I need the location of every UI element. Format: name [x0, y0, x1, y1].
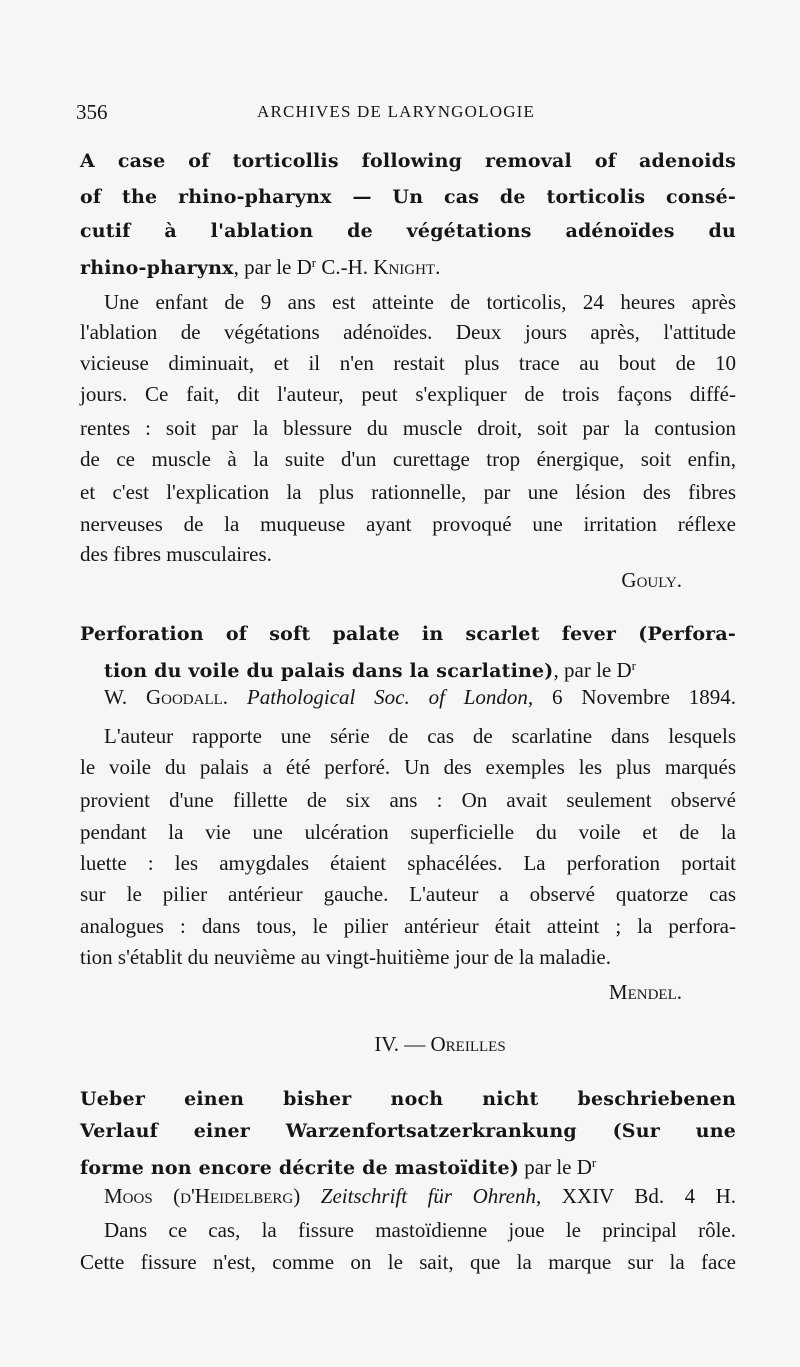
article1-body-line: et c'est l'explication la plus rationnelle, par une lésion des fibres: [80, 480, 736, 504]
article2-byline: , par le D: [553, 658, 632, 682]
article2-title-end: tion du voile du palais dans la scarlatine): [104, 660, 554, 682]
article1-title-line: cutif à l'ablation de végétations adénoïdes du: [80, 220, 736, 242]
article1-body-line: Une enfant de 9 ans est atteinte de torticolis, 24 heures après: [104, 290, 736, 314]
article1-author: C.-H. Knight.: [321, 255, 441, 279]
article3-body-line: Dans ce cas, la fissure mastoïdienne joue le principal rôle.: [104, 1218, 736, 1242]
article2-title-line2: [104, 652, 736, 685]
article2-body-line: provient d'une fillette de six ans : On avait seulement observé: [80, 788, 736, 812]
article1-body-line: rentes : soit par la blessure du muscle droit, soit par la contusion: [80, 416, 736, 440]
article2-body-line: le voile du palais a été perforé. Un des exemples les plus marqués: [80, 755, 736, 779]
article2-journal: Pathological Soc. of London,: [246, 685, 534, 709]
article2-body-line: pendant la vie une ulcération superficielle du voile et de la: [80, 820, 736, 844]
article1-signature: Gouly.: [621, 568, 682, 592]
section-heading: [40, 1030, 800, 1058]
article3-title-line: Verlauf einer Warzenfortsatzerkrankung (Sur une: [80, 1120, 736, 1142]
article2-byline-sup: r: [631, 658, 636, 673]
article1-body-last: des fibres musculaires.: [80, 542, 272, 566]
page-header: [76, 100, 756, 130]
article3-body-line: Cette fissure n'est, comme on le sait, que la marque sur la face: [80, 1250, 736, 1274]
article2-signature: Mendel.: [608, 980, 682, 1004]
article1-body-line: vicieuse diminuait, et il n'en restait plus trace au bout de 10: [80, 351, 736, 375]
article3-title-end: forme non encore décrite de mastoïdite): [80, 1157, 520, 1179]
article2-author: W. Goodall.: [104, 685, 229, 709]
article3-title-line3: [80, 1149, 736, 1182]
article1-body-line: de ce muscle à la suite d'un curettage trop énergique, soit enfin,: [80, 447, 736, 471]
section-heading-text: IV. — Oreilles: [374, 1032, 506, 1056]
page-number: 356: [76, 100, 108, 124]
article1-byline: , par le D: [233, 255, 312, 279]
article2-body-line: luette : les amygdales étaient sphacélées. La perforation portait: [80, 851, 736, 875]
article1-body-line: l'ablation de végétations adénoïdes. Deux jours après, l'attitude: [80, 320, 736, 344]
article2-citation: [104, 683, 736, 711]
article1-byline-sup: r: [311, 255, 317, 270]
article2-title-line: Perforation of soft palate in scarlet fever (Perfora-: [80, 623, 736, 645]
article2-body-last: tion s'établit du neuvième au vingt-huitième jour de la maladie.: [80, 945, 611, 969]
article1-title-last: [80, 249, 736, 282]
running-title: ARCHIVES DE LARYNGOLOGIE: [257, 102, 536, 121]
article3-byline: par le D: [519, 1155, 592, 1179]
article1-title-end: rhino-pharynx: [80, 257, 234, 279]
article2-body-line: sur le pilier antérieur gauche. L'auteur a observé quatorze cas: [80, 882, 736, 906]
article3-author: Moos (d'Heidelberg): [104, 1184, 301, 1208]
article2-body-line: L'auteur rapporte une série de cas de scarlatine dans lesquels: [104, 724, 736, 748]
article1-title-line: A case of torticollis following removal of adenoids: [80, 150, 736, 172]
article3-title-line: Ueber einen bisher noch nicht beschriebenen: [80, 1088, 736, 1110]
article2-date: 6 Novembre 1894.: [552, 685, 737, 709]
article3-byline-sup: r: [591, 1155, 597, 1170]
article1-title-line: of the rhino-pharynx — Un cas de torticolis consé-: [80, 186, 736, 208]
article2-body-line: analogues : dans tous, le pilier antérieur était atteint ; la perfora-: [80, 914, 736, 938]
article3-citation: [104, 1182, 736, 1210]
article1-body-line: nerveuses de la muqueuse ayant provoqué une irritation réflexe: [80, 512, 736, 536]
article1-body-line: jours. Ce fait, dit l'auteur, peut s'expliquer de trois façons diffé-: [80, 382, 736, 406]
article3-journal: Zeitschrift für Ohrenh,: [320, 1184, 542, 1208]
article3-volume: XXIV Bd. 4 H.: [561, 1184, 736, 1208]
